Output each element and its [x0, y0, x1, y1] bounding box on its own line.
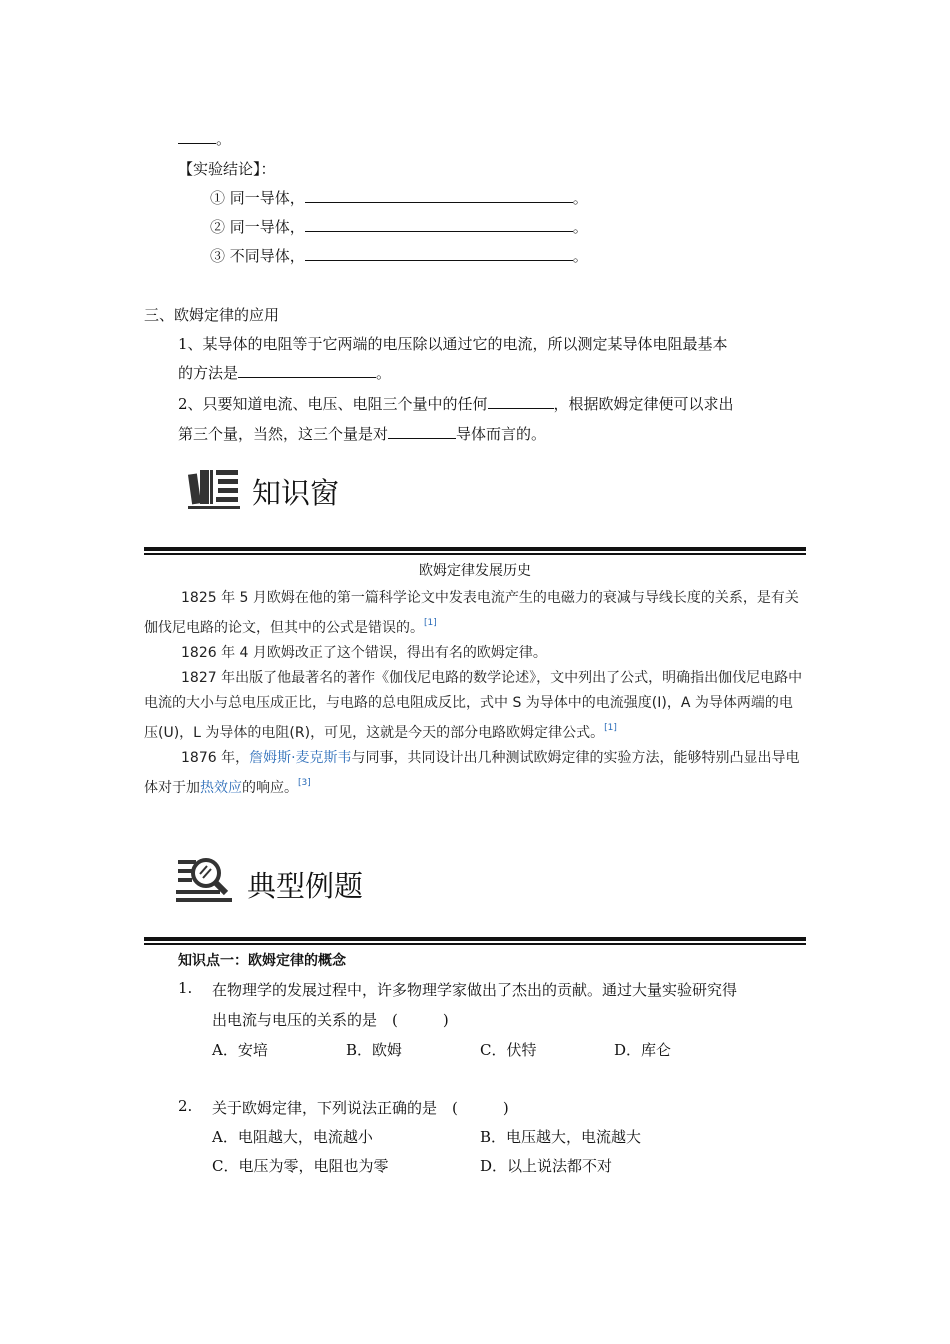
- citation[interactable]: [1]: [424, 618, 437, 628]
- item1-line1: 1、某导体的电阻等于它两端的电压除以通过它的电流，所以测定某导体电阻最基本: [178, 335, 728, 353]
- answer-blank[interactable]: [238, 363, 376, 378]
- citation[interactable]: [1]: [604, 723, 617, 733]
- story-body: [144, 586, 806, 801]
- books-icon: [188, 466, 240, 510]
- thermal-effect-link[interactable]: 热效应: [200, 780, 242, 796]
- answer-blank[interactable]: [305, 217, 573, 232]
- answer-blank[interactable]: [305, 188, 573, 203]
- answer-blank[interactable]: [178, 129, 216, 144]
- item1-line2: 的方法是 。: [178, 364, 392, 382]
- conclusion-2: ② 同一导体， 。: [210, 218, 588, 236]
- divider: [144, 553, 806, 555]
- q2-option-c[interactable]: C．电压为零，电阻也为零: [212, 1157, 389, 1175]
- magnifier-book-icon: [176, 852, 236, 904]
- story-paragraph: 1876 年，詹姆斯·麦克斯韦与同事，共同设计出几种测试欧姆定律的实验方法，能够特别凸显出导电体对于加热效应的响应。[3]: [144, 750, 800, 796]
- story-paragraph: 1827 年出版了他最著名的著作《伽伐尼电路的数学论述》，文中列出了公式，明确指出伽伐尼电路中电流的大小与总电压成正比，与电路的总电阻成反比，式中 S 为导体中的电流强度(I)，A 为导体两端的电压(U)，L 为导体的电阻(R)，可见，这就是今天的部分电路欧姆定律公式。[1]: [144, 670, 803, 741]
- q1-option-a[interactable]: A．安培: [212, 1041, 268, 1059]
- answer-paren[interactable]: ( ): [452, 1099, 509, 1117]
- q2-option-b[interactable]: B．电压越大，电流越大: [480, 1128, 642, 1146]
- knowledge-window-title: 知识窗: [252, 476, 340, 510]
- answer-paren[interactable]: ( ): [392, 1011, 449, 1029]
- q2-number: 2.: [178, 1097, 193, 1115]
- story-paragraph: 1826 年 4 月欧姆改正了这个错误，得出有名的欧姆定律。: [181, 645, 547, 661]
- story-paragraph: 1825 年 5 月欧姆在他的第一篇科学论文中发表电流产生的电磁力的衰减与导线长度的关系，是有关伽伐尼电路的论文，但其中的公式是错误的。[1]: [144, 590, 799, 636]
- q1-option-c[interactable]: C．伏特: [480, 1041, 537, 1059]
- q1-option-d[interactable]: D．库仑: [614, 1041, 672, 1059]
- q1-stem-line2: 出电流与电压的关系的是 ( ): [212, 1011, 449, 1029]
- section3-heading: 三、欧姆定律的应用: [144, 306, 280, 324]
- answer-blank[interactable]: [488, 394, 554, 409]
- item2-line2: 第三个量，当然，这三个量是对 导体而言的。: [178, 425, 547, 443]
- citation[interactable]: [3]: [298, 778, 311, 788]
- examples-title: 典型例题: [247, 869, 364, 903]
- item2-line1: 2、只要知道电流、电压、电阻三个量中的任何 ，根据欧姆定律便可以求出: [178, 395, 734, 413]
- answer-blank[interactable]: [305, 246, 573, 261]
- q2-stem: 关于欧姆定律，下列说法正确的是 ( ): [212, 1099, 509, 1117]
- divider: [144, 943, 806, 945]
- divider: [144, 547, 806, 551]
- q1-option-b[interactable]: B．欧姆: [346, 1041, 403, 1059]
- divider: [144, 937, 806, 941]
- story-title: 欧姆定律发展历史: [419, 563, 531, 579]
- q1-stem-line1: 在物理学的发展过程中，许多物理学家做出了杰出的贡献。通过大量实验研究得: [212, 981, 738, 999]
- conclusion-1: ① 同一导体， 。: [210, 189, 588, 207]
- q2-option-a[interactable]: A．电阻越大，电流越小: [212, 1128, 373, 1146]
- maxwell-link[interactable]: 詹姆斯·麦克斯韦: [249, 750, 352, 766]
- answer-blank[interactable]: [388, 424, 456, 439]
- prev-line-end: 。: [178, 128, 231, 149]
- q2-option-d[interactable]: D．以上说法都不对: [480, 1157, 613, 1175]
- conclusion-heading: 【实验结论】：: [178, 160, 276, 178]
- knowledge-point-heading: 知识点一：欧姆定律的概念: [178, 953, 346, 969]
- q1-number: 1.: [178, 979, 193, 997]
- conclusion-3: ③ 不同导体， 。: [210, 247, 588, 265]
